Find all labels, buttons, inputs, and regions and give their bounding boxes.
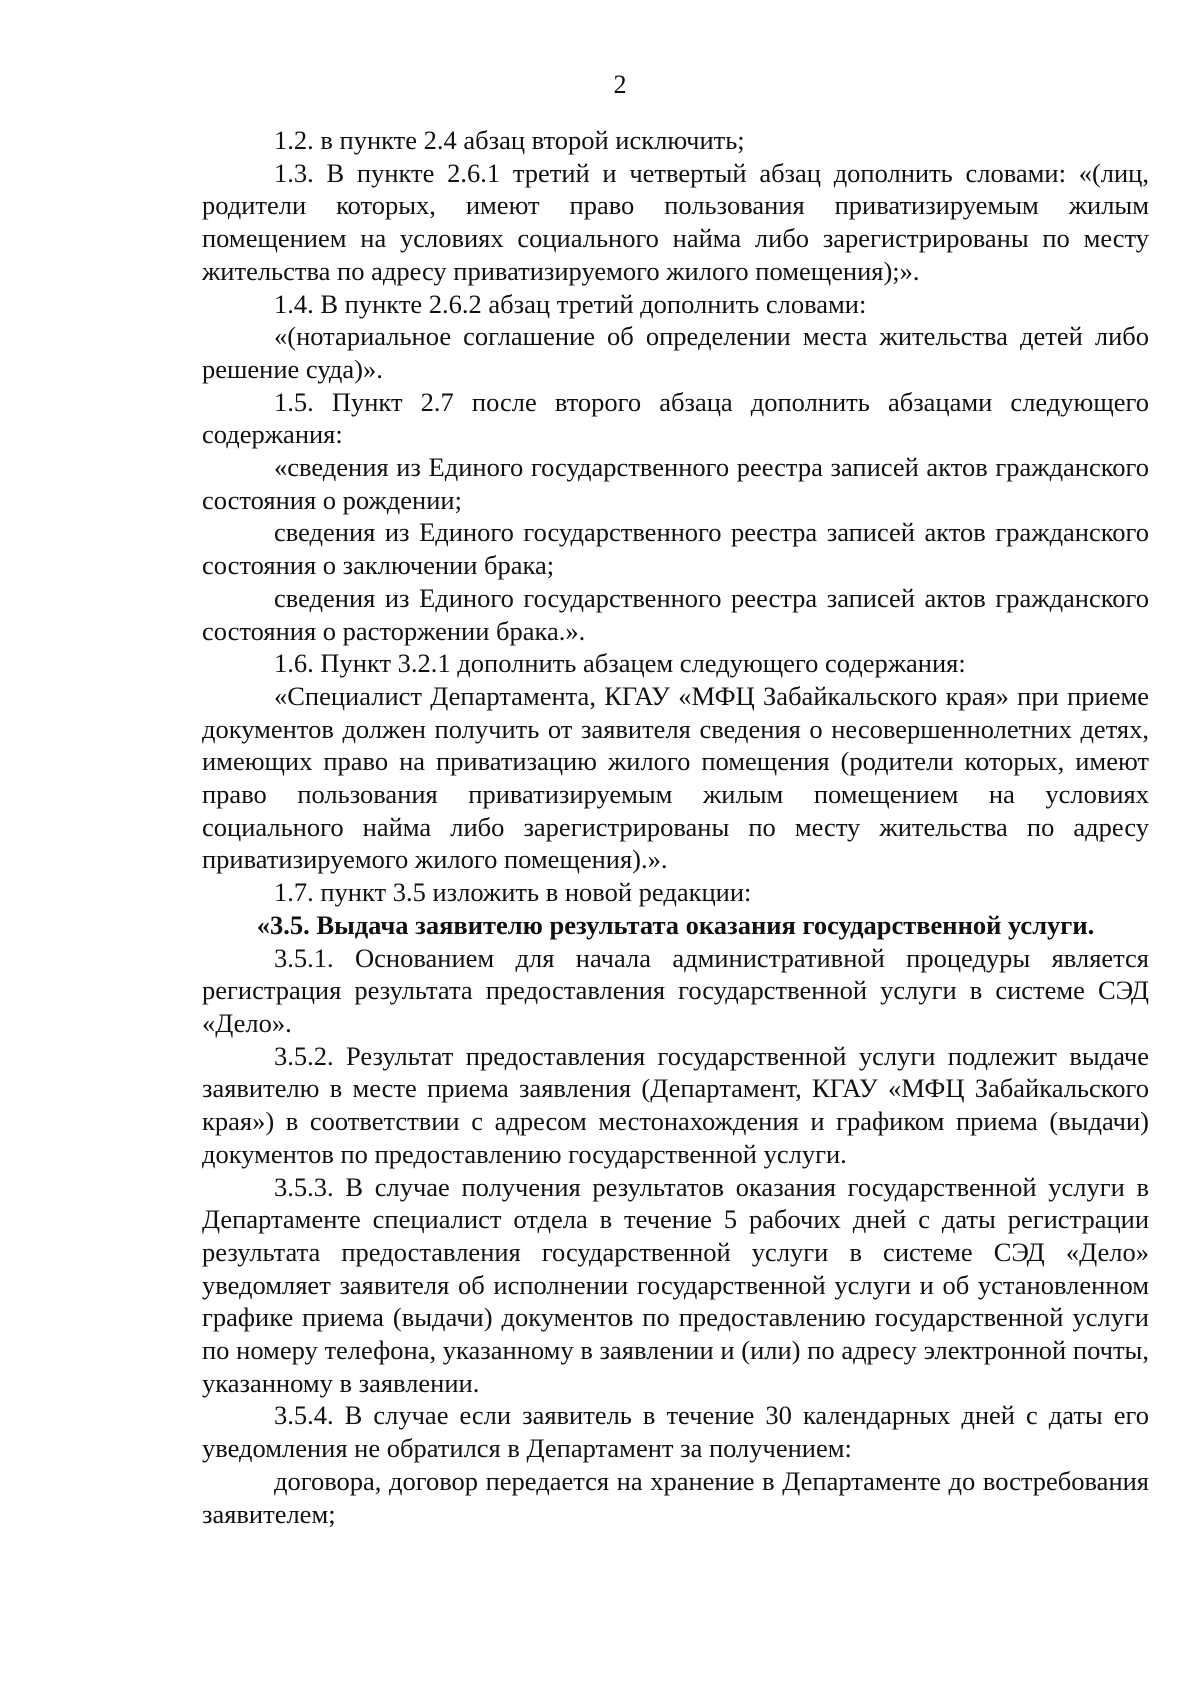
paragraph-1-5-item-marriage: сведения из Единого государственного реестра записей актов гражданского состояния о заключении брака; [202,517,1149,581]
paragraph-3-5-1: 3.5.1. Основанием для начала административной процедуры является регистрация результата предоставления государственной услуги в системе СЭД «Дело». [202,942,1149,1038]
paragraph-1-4: 1.4. В пункте 2.6.2 абзац третий дополнить словами: [274,288,867,319]
paragraph-3-5-4-contract: договора, договор передается на хранение в Департаменте до востребования заявителем; [202,1465,1149,1529]
page-number: 2 [613,70,627,99]
section-heading-3-5: «3.5. Выдача заявителю результата оказания государственной услуги. [256,909,1095,940]
paragraph-3-5-4: 3.5.4. В случае если заявитель в течение 30 календарных дней с даты его уведомления не обратился в Департамент за получением: [202,1400,1149,1464]
paragraph-1-7: 1.7. пункт 3.5 изложить в новой редакции: [274,877,752,908]
paragraph-1-3: 1.3. В пункте 2.6.1 третий и четвертый абзац дополнить словами: «(лиц, родители которых, имеют право пользования приватизируемым жилым помещением на условиях социального найма либо зарегистрированы по месту жительства по адресу приватизируемого жилого помещения);». [202,157,1149,286]
paragraph-1-5: 1.5. Пункт 2.7 после второго абзаца дополнить абзацами следующего содержания: [202,386,1149,450]
paragraph-1-6: 1.6. Пункт 3.2.1 дополнить абзацем следующего содержания: [274,648,966,679]
paragraph-1-5-item-birth: «сведения из Единого государственного реестра записей актов гражданского состояния о рождении; [202,452,1149,515]
document-body [202,124,1149,1530]
paragraph-1-2: 1.2. в пункте 2.4 абзац второй исключить; [274,125,745,155]
paragraph-1-5-item-divorce: сведения из Единого государственного реестра записей актов гражданского состояния о расторжении брака.». [202,582,1149,646]
paragraph-1-6-text: «Специалист Департамента, КГАУ «МФЦ Забайкальского края» при приеме документов должен получить от заявителя сведения о несовершеннолетних детях, имеющих право на приватизацию жилого помещения (родители которых, имеют право пользования приватизируемым жилым помещением на условиях социального найма либо зарегистрированы по месту жительства по адресу приватизируемого жилого помещения).». [202,680,1149,875]
paragraph-1-4-text: «(нотариальное соглашение об определении места жительства детей либо решение суда)». [202,321,1149,384]
paragraph-3-5-3: 3.5.3. В случае получения результатов оказания государственной услуги в Департаменте специалист отдела в течение 5 рабочих дней с даты регистрации результата предоставления государственной услуги в системе СЭД «Дело» уведомляет заявителя об исполнении государственной услуги и об установленном графике приема (выдачи) документов по предоставлению государственной услуги по номеру телефона, указанному в заявлении и (или) по адресу электронной почты, указанному в заявлении. [202,1171,1149,1398]
paragraph-3-5-2: 3.5.2. Результат предоставления государственной услуги подлежит выдаче заявителю в месте приема заявления (Департамент, КГАУ «МФЦ Забайкальского края») в соответствии с адресом местонахождения и графиком приема (выдачи) документов по предоставлению государственной услуги. [202,1040,1149,1169]
